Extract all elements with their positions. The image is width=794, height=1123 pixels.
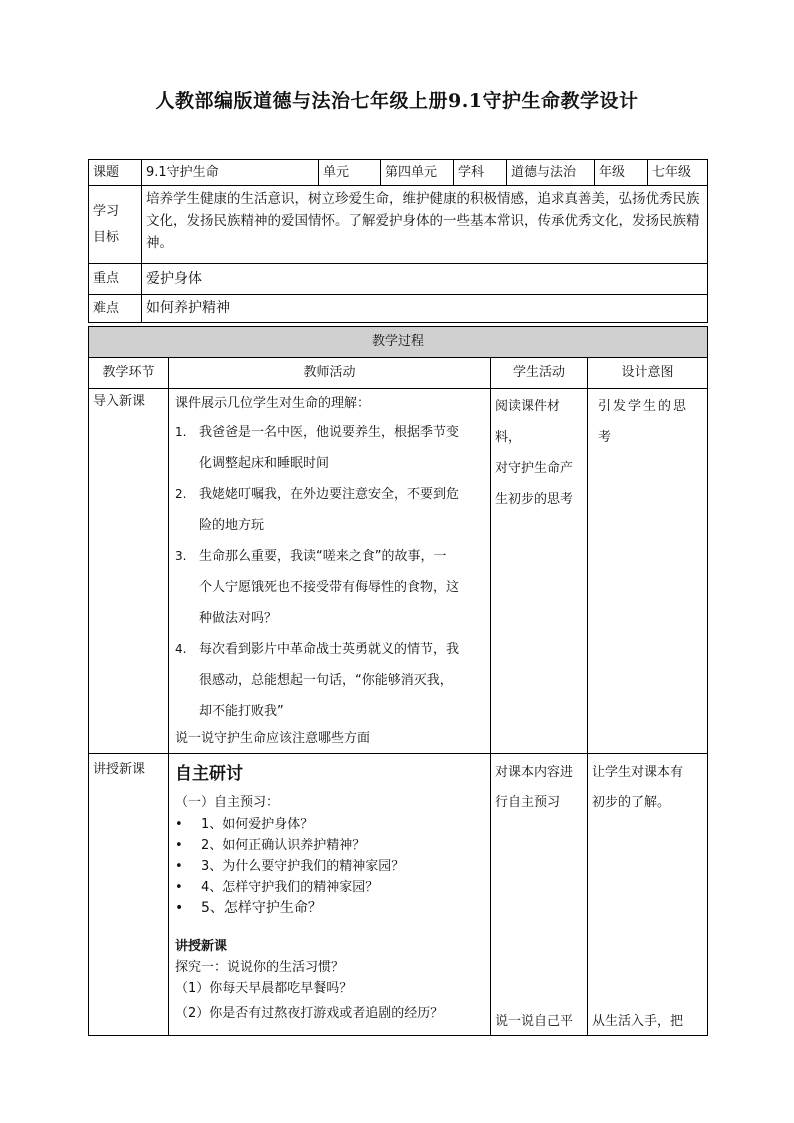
intro-item-line: 个人宁愿饿死也不接受带有侮辱性的食物，这 bbox=[199, 580, 460, 595]
lecture-intent-line: 让学生对课本有 bbox=[592, 765, 684, 780]
grade-value: 七年级 bbox=[648, 160, 708, 186]
intro-item-number: 1. bbox=[175, 425, 187, 439]
unit-label: 单元 bbox=[319, 160, 381, 186]
intro-item-line: 每次看到影片中革命战士英勇就义的情节，我 bbox=[199, 642, 460, 657]
goal-label-line-1: 学习 bbox=[93, 203, 120, 219]
grade-label: 年级 bbox=[595, 160, 648, 186]
bullet-icon: • bbox=[175, 837, 183, 853]
preview-question-text: 5、怎样守护生命？ bbox=[201, 899, 322, 916]
intro-item-number: 2. bbox=[175, 487, 187, 501]
intro-teacher-activity bbox=[169, 389, 491, 754]
lecture-teacher-activity bbox=[169, 754, 491, 1036]
preview-question bbox=[175, 814, 484, 835]
preview-question bbox=[175, 856, 484, 877]
intro-item-line: 险的地方玩 bbox=[199, 518, 265, 533]
key-value: 爱护身体 bbox=[142, 264, 708, 295]
intro-item-line: 我姥姥叮嘱我，在外边要注意安全，不要到危 bbox=[199, 487, 460, 502]
explore-question-1: （1）你每天早晨都吃早餐吗？ bbox=[175, 980, 353, 996]
intro-item-line: 生命那么重要，我读“嗟来之食”的故事，一 bbox=[199, 549, 447, 564]
intro-item-line: 我爸爸是一名中医，他说要养生，根据季节变 bbox=[199, 425, 460, 440]
intro-item-number: 3. bbox=[175, 549, 187, 563]
goal-text: 培养学生健康的生活意识，树立珍爱生命，维护健康的积极情感，追求真善美，弘扬优秀民族文化，发扬民族精神的爱国情怀。了解爱护身体的一些基本常识，传承优秀文化，发扬民族精神。 bbox=[142, 186, 708, 264]
intro-item-line: 种做法对吗？ bbox=[199, 611, 278, 626]
intro-item-line: 却不能打败我” bbox=[199, 704, 284, 719]
info-table bbox=[88, 159, 708, 323]
bullet-icon: • bbox=[175, 879, 183, 895]
intro-item bbox=[175, 634, 484, 727]
preview-question bbox=[175, 835, 484, 856]
goal-label-line-2: 目标 bbox=[93, 229, 120, 245]
explore-prompt: 探究一：说说你的生活习惯？ bbox=[175, 959, 345, 975]
preview-question-text: 2、如何正确认识养护精神？ bbox=[201, 837, 366, 853]
intro-intent-line: 考 bbox=[598, 430, 612, 445]
course-value: 9.1守护生命 bbox=[142, 160, 319, 186]
intro-closing: 说一说守护生命应该注意哪些方面 bbox=[175, 731, 371, 746]
bullet-icon: • bbox=[175, 899, 184, 916]
lecture-stage: 讲授新课 bbox=[89, 754, 169, 1036]
preview-question-text: 4、怎样守护我们的精神家园？ bbox=[201, 879, 379, 895]
header-design-intent: 设计意图 bbox=[588, 358, 708, 389]
intro-stage: 导入新课 bbox=[89, 389, 169, 754]
unit-value: 第四单元 bbox=[381, 160, 454, 186]
preview-question-text: 1、如何爱护身体？ bbox=[201, 816, 314, 832]
difficulty-label: 难点 bbox=[89, 295, 142, 323]
lecture-student-line: 说一说自己平 bbox=[495, 1014, 574, 1029]
preview-question-text: 3、为什么要守护我们的精神家园？ bbox=[201, 858, 405, 874]
lecture-student-line: 对课本内容进 bbox=[495, 765, 574, 780]
lecture-student-activity bbox=[491, 754, 588, 1036]
bullet-icon: • bbox=[175, 816, 183, 832]
preview-question bbox=[175, 898, 484, 919]
intro-item bbox=[175, 479, 484, 541]
intro-lead: 课件展示几位学生对生命的理解： bbox=[175, 396, 371, 411]
intro-intent-line: 引发学生的思 bbox=[598, 399, 689, 414]
header-student-activity: 学生活动 bbox=[491, 358, 588, 389]
difficulty-value: 如何养护精神 bbox=[142, 295, 708, 323]
intro-item-number: 4. bbox=[175, 642, 187, 656]
new-lesson-heading: 讲授新课 bbox=[175, 938, 228, 954]
intro-student-activity bbox=[491, 389, 588, 754]
subject-value: 道德与法治 bbox=[507, 160, 595, 186]
intro-item-line: 很感动，总能想起一句话，“你能够消灭我， bbox=[199, 673, 453, 688]
intro-student-line: 生初步的思考 bbox=[495, 492, 574, 507]
intro-design-intent bbox=[588, 389, 708, 754]
header-stage: 教学环节 bbox=[89, 358, 169, 389]
bullet-icon: • bbox=[175, 858, 183, 874]
intro-student-line: 对守护生命产 bbox=[495, 461, 574, 476]
page-title: 人教部编版道德与法治七年级上册9.1守护生命教学设计 bbox=[155, 90, 639, 112]
lecture-sub-heading: （一）自主预习： bbox=[175, 794, 280, 810]
subject-label: 学科 bbox=[454, 160, 507, 186]
preview-question bbox=[175, 877, 484, 898]
process-banner: 教学过程 bbox=[89, 327, 708, 358]
course-label: 课题 bbox=[89, 160, 142, 186]
intro-item bbox=[175, 417, 484, 479]
intro-student-line: 阅读课件材料， bbox=[495, 399, 561, 445]
key-label: 重点 bbox=[89, 264, 142, 295]
explore-question-2: （2）你是否有过熬夜打游戏或者追剧的经历？ bbox=[175, 1005, 444, 1021]
goal-label bbox=[89, 186, 142, 264]
lecture-intent-line: 从生活入手，把 bbox=[592, 1014, 684, 1029]
lecture-heading: 自主研讨 bbox=[175, 764, 243, 784]
lecture-design-intent bbox=[588, 754, 708, 1036]
lecture-student-line: 行自主预习 bbox=[495, 795, 561, 810]
process-table bbox=[88, 326, 708, 1036]
header-teacher-activity: 教师活动 bbox=[169, 358, 491, 389]
intro-item bbox=[175, 541, 484, 634]
lecture-intent-line: 初步的了解。 bbox=[592, 795, 671, 810]
intro-item-line: 化调整起床和睡眠时间 bbox=[199, 456, 330, 471]
